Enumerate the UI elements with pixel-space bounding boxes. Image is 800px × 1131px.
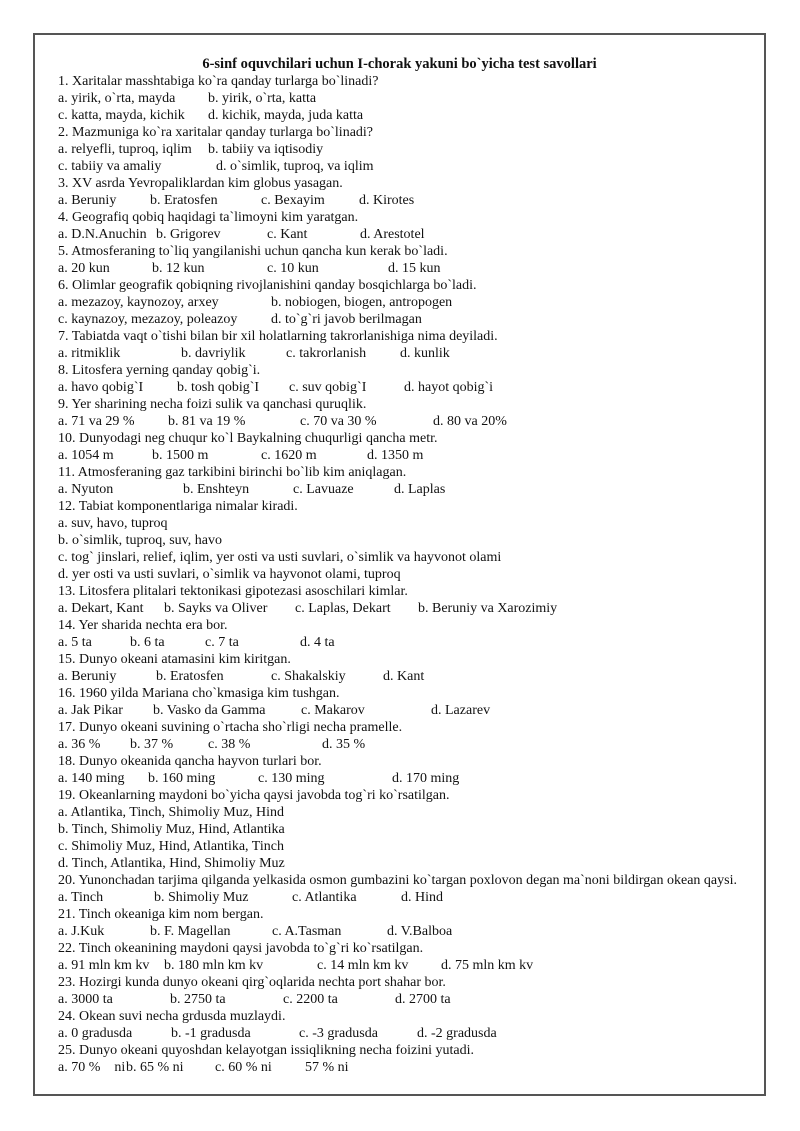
answer-option: d. kunlik [400,346,450,361]
answer-option: 57 % ni [305,1060,349,1075]
answer-options-row [58,634,764,651]
answer-option: b. tabiiy va iqtisodiy [208,142,324,157]
answer-option: b. davriylik [181,346,246,361]
answer-option: b. 2750 ta [170,992,226,1007]
question-text: 8. Litosfera yerning qanday qobig`i. [58,363,261,378]
question-text: 10. Dunyodagi neg chuqur ko`l Baykalning chuqurligi qancha metr. [58,431,438,446]
answer-option: a. ritmiklik [58,346,121,361]
question-text: 2. Mazmuniga ko`ra xaritalar qanday turlarga bo`linadi? [58,125,374,140]
answer-option: c. Bexayim [261,193,325,208]
answer-option: c. 38 % [208,737,251,752]
answer-option: c. Shimoliy Muz, Hind, Atlantika, Tinch [58,839,284,854]
answer-options-row [58,413,764,430]
answer-option: c. Laplas, Dekart [295,601,391,616]
answer-options-row [58,855,764,872]
answer-options-row [58,923,764,940]
answer-option: d. Lazarev [431,703,491,718]
answer-option: a. mezazoy, kaynozoy, arxey [58,295,219,310]
answer-option: c. 130 ming [258,771,325,786]
answer-option: d. 80 va 20% [433,414,507,429]
answer-option: a. Jak Pikar [58,703,123,718]
answer-option: a. Atlantika, Tinch, Shimoliy Muz, Hind [58,805,284,820]
answer-option: c. 1620 m [261,448,317,463]
answer-option: b. yirik, o`rta, katta [208,91,317,106]
answer-option: d. 15 kun [388,261,441,276]
answer-option: c. Lavuaze [293,482,354,497]
question-text: 12. Tabiat komponentlariga nimalar kiradi. [58,499,298,514]
answer-options-row [58,379,764,396]
answer-option: b. Enshteyn [183,482,250,497]
answer-option: c. takrorlanish [286,346,367,361]
question-text: 17. Dunyo okeani suvining o`rtacha sho`rligi necha pramelle. [58,720,403,735]
answer-option: c. 60 % ni [215,1060,272,1075]
answer-option: b. 1500 m [152,448,209,463]
question-text: 4. Geografiq qobiq haqidagi ta`limoyni kim yaratgan. [58,210,359,225]
answer-option: a. 36 % [58,737,101,752]
answer-option: a. 5 ta [58,635,92,650]
answer-option: b. Grigorev [156,227,221,242]
answer-option: d. Laplas [394,482,446,497]
answer-option: a. 91 mln km kv [58,958,150,973]
answer-option: b. Eratosfen [156,669,224,684]
answer-option: d. hayot qobig`i [404,380,494,395]
answer-option: a. 20 kun [58,261,110,276]
answer-option: a. 3000 ta [58,992,113,1007]
answer-option: a. Nyuton [58,482,114,497]
answer-option: d. V.Balboa [387,924,453,939]
answer-options-row [58,668,764,685]
answer-option: a. J.Kuk [58,924,105,939]
answer-option: c. Atlantika [292,890,357,905]
answer-option: d. Arestotel [360,227,425,242]
answer-option: b. o`simlik, tuproq, suv, havo [58,533,222,548]
answer-options-row [58,192,764,209]
answer-options-row [58,90,764,107]
answer-options-row [58,481,764,498]
answer-option: b. 37 % [130,737,174,752]
answer-option: c. 14 mln km kv [317,958,409,973]
answer-option: d. 2700 ta [395,992,451,1007]
answer-options-row [58,600,764,617]
answer-option: b. Beruniy va Xarozimiy [418,601,558,616]
answer-option: b. Vasko da Gamma [153,703,266,718]
answer-options-row [58,515,764,532]
answer-option: d. kichik, mayda, juda katta [208,108,364,123]
answer-option: a. 140 ming [58,771,125,786]
answer-options-row [58,107,764,124]
test-document [33,33,766,1096]
answer-options-row [58,447,764,464]
question-text: 24. Okean suvi necha grdusda muzlaydi. [58,1009,286,1024]
answer-option: a. 70 % ni [58,1060,126,1075]
answer-option: c. 10 kun [267,261,319,276]
question-text: 15. Dunyo okeani atamasini kim kiritgan. [58,652,291,667]
answer-option: b. 180 mln km kv [164,958,264,973]
question-list [58,73,764,1076]
answer-option: b. 12 kun [152,261,205,276]
answer-option: a. 0 gradusda [58,1026,133,1041]
answer-option: d. to`g`ri javob berilmagan [271,312,422,327]
answer-options-row [58,821,764,838]
answer-option: a. relyefli, tuproq, iqlim [58,142,192,157]
answer-option: c. A.Tasman [272,924,342,939]
answer-option: a. 1054 m [58,448,114,463]
answer-option: b. 81 va 19 % [168,414,246,429]
question-text: 23. Hozirgi kunda dunyo okeani qirg`oqlarida nechta port shahar bor. [58,975,446,990]
question-text: 25. Dunyo okeani quyoshdan kelayotgan issiqlikning necha foizini yutadi. [58,1043,475,1058]
answer-option: c. tog` jinslari, relief, iqlim, yer osti va usti suvlari, o`simlik va hayvonot olami [58,550,502,565]
question-text: 20. Yunonchadan tarjima qilganda yelkasida osmon gumbazini ko`targan poxlovon degan ma`noni bildirgan okean qaysi. [58,873,737,888]
answer-option: d. Tinch, Atlantika, Hind, Shimoliy Muz [58,856,285,871]
answer-option: b. Tinch, Shimoliy Muz, Hind, Atlantika [58,822,285,837]
answer-options-row [58,804,764,821]
answer-option: c. kaynazoy, mezazoy, poleazoy [58,312,238,327]
answer-options-row [58,260,764,277]
answer-option: c. 70 va 30 % [300,414,377,429]
answer-options-row [58,736,764,753]
question-text: 22. Tinch okeanining maydoni qaysi javobda to`g`ri ko`rsatilgan. [58,941,424,956]
answer-option: b. Shimoliy Muz [154,890,249,905]
question-text: 19. Okeanlarning maydoni bo`yicha qaysi javobda tog`ri ko`rsatilgan. [58,788,450,803]
answer-options-row [58,1059,764,1076]
answer-options-row [58,991,764,1008]
answer-option: d. 4 ta [300,635,335,650]
answer-option: c. Kant [267,227,308,242]
answer-option: d. Hind [401,890,443,905]
answer-option: d. yer osti va usti suvlari, o`simlik va hayvonot olami, tuproq [58,567,401,582]
answer-option: a. suv, havo, tuproq [58,516,168,531]
answer-options-row [58,226,764,243]
answer-option: d. 170 ming [392,771,460,786]
answer-option: a. 71 va 29 % [58,414,135,429]
answer-options-row [58,566,764,583]
answer-options-row [58,838,764,855]
answer-options-row [58,345,764,362]
answer-option: b. -1 gradusda [171,1026,251,1041]
answer-options-row [58,549,764,566]
answer-option: c. katta, mayda, kichik [58,108,185,123]
answer-option: b. 160 ming [148,771,216,786]
answer-option: c. -3 gradusda [299,1026,378,1041]
question-text: 11. Atmosferaning gaz tarkibini birinchi bo`lib kim aniqlagan. [58,465,407,480]
document-title: 6-sinf oquvchilari uchun I-chorak yakuni bo`yicha test savollari [202,56,597,72]
answer-option: d. 1350 m [367,448,424,463]
answer-option: d. o`simlik, tuproq, va iqlim [216,159,374,174]
answer-options-row [58,1025,764,1042]
answer-option: b. Sayks va Oliver [164,601,268,616]
answer-options-row [58,702,764,719]
answer-option: a. havo qobig`I [58,380,144,395]
question-text: 9. Yer sharining necha foizi sulik va qanchasi quruqlik. [58,397,367,412]
answer-option: c. tabiiy va amaliy [58,159,162,174]
answer-option: a. D.N.Anuchin [58,227,147,242]
answer-option: a. Beruniy [58,193,117,208]
question-text: 16. 1960 yilda Mariana cho`kmasiga kim tushgan. [58,686,340,701]
question-text: 7. Tabiatda vaqt o`tishi bilan bir xil holatlarning takrorlanishiga nima deyiladi. [58,329,498,344]
answer-option: a. yirik, o`rta, mayda [58,91,176,106]
answer-option: b. 65 % ni [126,1060,184,1075]
answer-option: c. suv qobig`I [289,380,367,395]
answer-options-row [58,532,764,549]
question-text: 5. Atmosferaning to`liq yangilanishi uchun qancha kun kerak bo`ladi. [58,244,448,259]
answer-options-row [58,294,764,311]
answer-options-row [58,889,764,906]
answer-options-row [58,141,764,158]
answer-option: b. Eratosfen [150,193,218,208]
answer-option: b. 6 ta [130,635,165,650]
answer-option: d. 35 % [322,737,366,752]
answer-option: d. -2 gradusda [417,1026,497,1041]
answer-option: b. nobiogen, biogen, antropogen [271,295,453,310]
question-text: 3. XV asrda Yevropaliklardan kim globus yasagan. [58,176,343,191]
answer-option: a. Tinch [58,890,104,905]
answer-option: a. Beruniy [58,669,117,684]
answer-option: d. Kant [383,669,425,684]
answer-option: c. Shakalskiy [271,669,346,684]
answer-option: c. 2200 ta [283,992,338,1007]
answer-option: b. tosh qobig`I [177,380,260,395]
answer-options-row [58,311,764,328]
answer-option: d. Kirotes [359,193,415,208]
answer-options-row [58,957,764,974]
question-text: 14. Yer sharida nechta era bor. [58,618,228,633]
question-text: 18. Dunyo okeanida qancha hayvon turlari bor. [58,754,322,769]
answer-options-row [58,770,764,787]
question-text: 6. Olimlar geografik qobiqning rivojlanishini qanday bosqichlarga bo`ladi. [58,278,477,293]
answer-option: a. Dekart, Kant [58,601,144,616]
answer-option: c. Makarov [301,703,365,718]
answer-option: c. 7 ta [205,635,239,650]
answer-option: d. 75 mln km kv [441,958,534,973]
question-text: 13. Litosfera plitalari tektonikasi gipotezasi asoschilari kimlar. [58,584,408,599]
answer-options-row [58,158,764,175]
answer-option: b. F. Magellan [150,924,231,939]
question-text: 1. Xaritalar masshtabiga ko`ra qanday turlarga bo`linadi? [58,74,379,89]
question-text: 21. Tinch okeaniga kim nom bergan. [58,907,264,922]
